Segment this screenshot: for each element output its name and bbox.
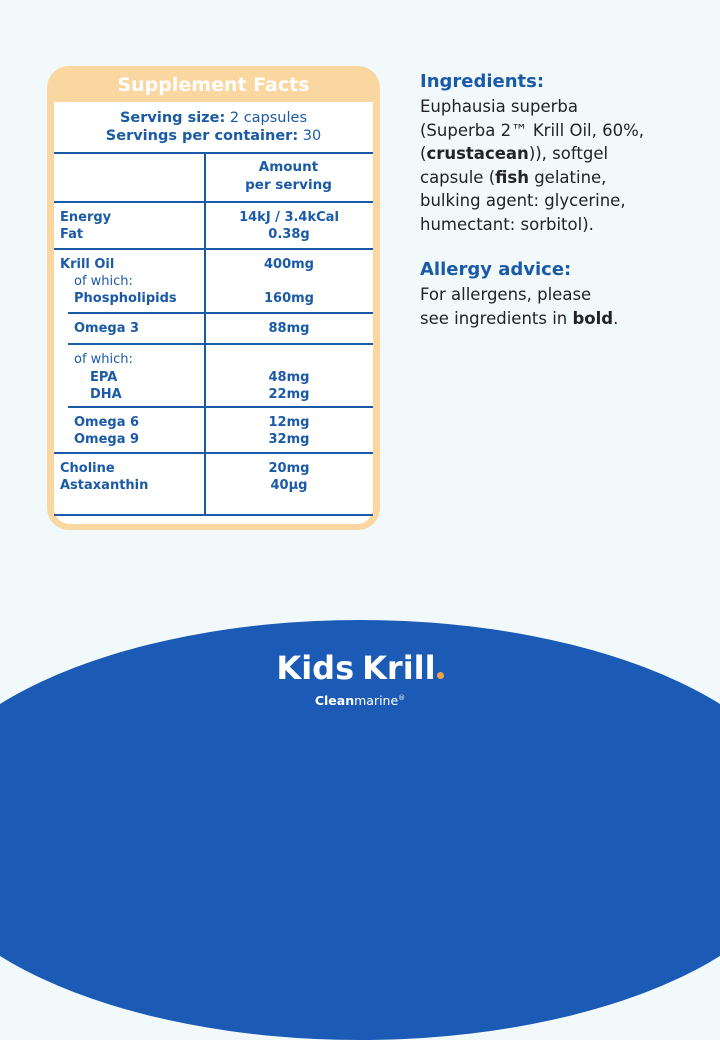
logo-krill: Krill — [362, 649, 436, 687]
row-label: EPA — [90, 370, 118, 385]
row-value: 12mg — [268, 415, 310, 430]
row-label: Phospholipids — [74, 291, 177, 306]
ingredients-heading: Ingredients: — [420, 71, 545, 92]
row-value: 22mg — [268, 387, 310, 402]
allergy-line — [420, 307, 710, 331]
row-label: Energy — [60, 210, 112, 225]
row-label: Omega 6 — [74, 415, 140, 430]
ingredients-line — [420, 142, 710, 166]
ingredients-line: bulking agent: glycerine, — [420, 191, 626, 210]
allergy-line: For allergens, please — [420, 285, 592, 304]
divider — [54, 248, 373, 250]
row-label: Krill Oil — [60, 257, 115, 272]
text-segment: gelatine, — [528, 167, 607, 187]
serving-size-label: Serving size: — [119, 110, 226, 126]
divider — [68, 406, 373, 408]
allergy-heading: Allergy advice: — [420, 259, 572, 280]
supplement-facts-title: Supplement Facts — [117, 74, 310, 96]
serving-size — [54, 109, 373, 127]
logo-kids: Kids — [276, 649, 355, 687]
row-value: 40µg — [270, 478, 308, 493]
amount-header: Amount — [258, 159, 319, 175]
logo-marine: marine — [354, 693, 399, 709]
ingredients-line: Euphausia superba — [420, 97, 578, 116]
text-segment: see ingredients in — [420, 308, 573, 328]
divider — [68, 312, 373, 314]
row-value: 48mg — [268, 370, 310, 385]
row-label: of which: — [74, 352, 133, 367]
servings-per-container — [54, 127, 373, 145]
kids-krill-logo — [0, 648, 720, 688]
divider — [68, 343, 373, 345]
text-segment: . — [613, 308, 619, 328]
allergy-text — [420, 283, 710, 330]
row-label: of which: — [74, 274, 133, 289]
row-value: 400mg — [264, 257, 314, 272]
row-value: 160mg — [264, 291, 314, 306]
row-label: Omega 3 — [74, 321, 140, 336]
row-value: 20mg — [268, 461, 310, 476]
ingredients-line: humectant: sorbitol). — [420, 214, 594, 234]
allergen-crustacean: crustacean — [426, 144, 529, 163]
text-segment: capsule ( — [420, 167, 496, 187]
divider — [54, 514, 373, 516]
brand-logo — [0, 648, 720, 709]
row-value: 32mg — [268, 432, 310, 447]
supplement-facts-table — [54, 102, 373, 524]
divider — [54, 452, 373, 454]
supplement-facts-panel — [47, 66, 380, 530]
allergen-fish: fish — [495, 167, 529, 187]
registered-mark: ® — [398, 694, 406, 702]
row-value: 88mg — [268, 321, 310, 336]
ingredients-text — [420, 95, 710, 236]
divider — [54, 152, 373, 154]
text-segment: )), softgel — [528, 144, 609, 163]
serving-size-value: 2 capsules — [225, 110, 308, 126]
servings-label: Servings per container: — [105, 128, 299, 144]
column-divider — [204, 154, 206, 514]
divider — [54, 201, 373, 203]
product-info — [420, 70, 710, 330]
row-value: 14kJ / 3.4kCal — [239, 210, 339, 225]
row-label: Fat — [60, 227, 84, 242]
logo-clean: Clean — [314, 693, 355, 709]
row-value: 0.38g — [268, 227, 310, 242]
cleanmarine-logo — [0, 690, 720, 709]
row-label: Choline — [60, 461, 115, 476]
row-label: Omega 9 — [74, 432, 140, 447]
ingredients-line: (Superba 2™ Krill Oil, 60%, — [420, 120, 645, 140]
per-serving-header: per serving — [245, 177, 332, 193]
logo-dot-icon — [437, 672, 444, 679]
servings-value: 30 — [298, 128, 322, 144]
ingredients-line — [420, 166, 710, 190]
row-label: DHA — [90, 387, 122, 402]
text-segment: ( — [420, 144, 427, 163]
row-label: Astaxanthin — [60, 478, 149, 493]
bold-word: bold — [572, 308, 614, 328]
